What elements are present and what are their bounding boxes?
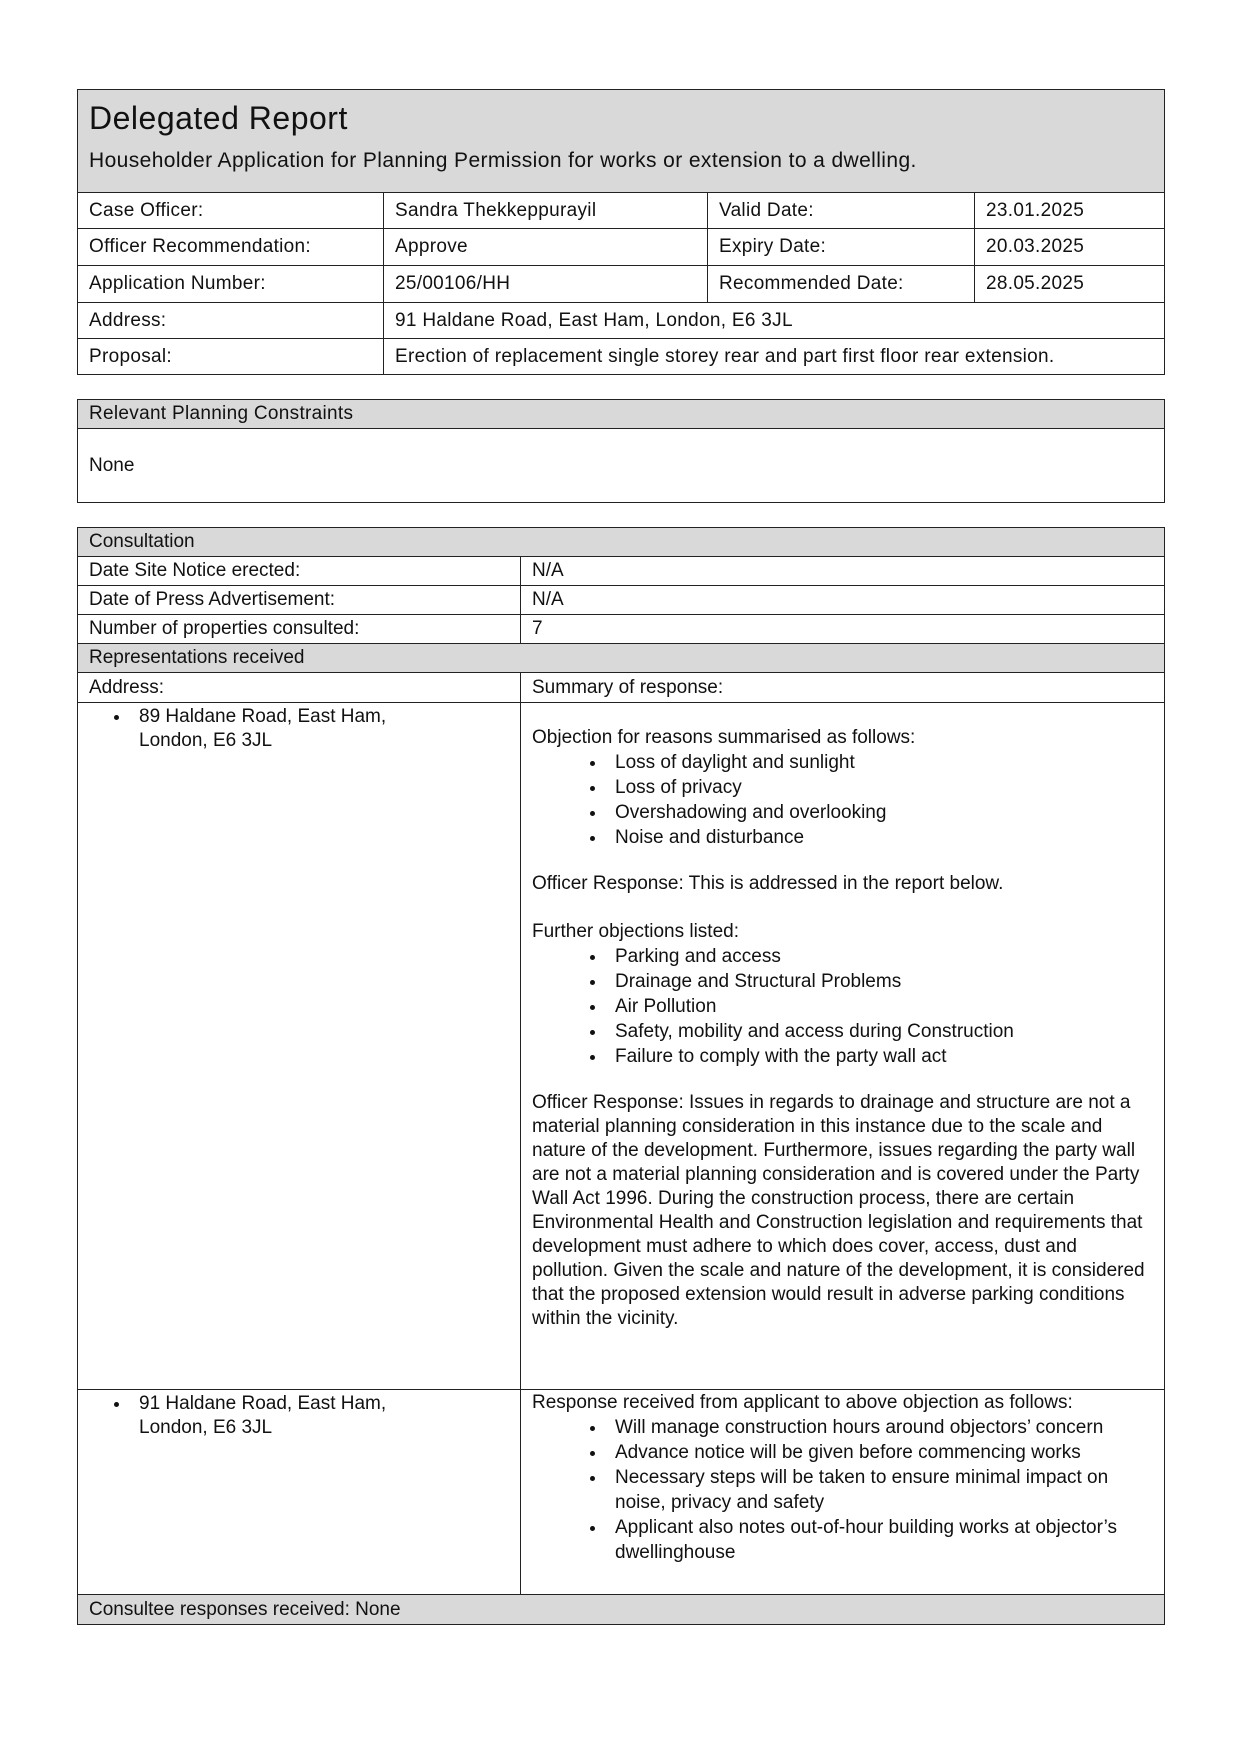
- list-item: • Safety, mobility and access during Construction: [607, 1019, 1153, 1044]
- list-item: • Parking and access: [607, 944, 1153, 969]
- label: Officer Recommendation:: [78, 229, 384, 266]
- proposal: Erection of replacement single storey rear and part first floor rear extension.: [384, 339, 1165, 375]
- consultation-heading: Consultation: [78, 528, 1165, 557]
- rep-intro: Response received from applicant to above objection as follows:: [532, 1392, 1073, 1413]
- label: Expiry Date:: [708, 229, 975, 266]
- case-officer: Sandra Thekkeppurayil: [384, 193, 708, 229]
- officer-response: Officer Response: This is addressed in the report below.: [532, 873, 1004, 894]
- label: Number of properties consulted:: [78, 615, 521, 644]
- label: Proposal:: [78, 339, 384, 375]
- address-column-header: Address:: [78, 673, 521, 703]
- list-item: • Loss of daylight and sunlight: [607, 750, 1153, 775]
- representations-heading: Representations received: [78, 644, 1165, 673]
- recommendation: Approve: [384, 229, 708, 266]
- label: Valid Date:: [708, 193, 975, 229]
- site-notice: N/A: [521, 557, 1165, 586]
- constraints-table: [77, 399, 1165, 503]
- constraints-value: None: [78, 429, 1165, 503]
- further-intro: Further objections listed:: [532, 921, 739, 942]
- page-subtitle: Householder Application for Planning Permission for works or extension to a dwelling.: [89, 149, 917, 172]
- rep-intro: Objection for reasons summarised as follows:: [532, 727, 916, 748]
- list-item: • Failure to comply with the party wall act: [607, 1044, 1153, 1069]
- label: Address:: [78, 303, 384, 339]
- rep-address: • 89 Haldane Road, East Ham, London, E6 3JL: [131, 705, 401, 753]
- list-item: • Necessary steps will be taken to ensure minimal impact on noise, privacy and safety: [607, 1465, 1153, 1515]
- label: Case Officer:: [78, 193, 384, 229]
- list-item: • Drainage and Structural Problems: [607, 969, 1153, 994]
- representation-row: [78, 703, 1165, 1390]
- rep-address: • 91 Haldane Road, East Ham, London, E6 3JL: [131, 1392, 401, 1440]
- representation-row: [78, 1390, 1165, 1595]
- list-item: • Will manage construction hours around objectors’ concern: [607, 1415, 1153, 1440]
- page-title: Delegated Report: [89, 100, 348, 136]
- constraints-heading: Relevant Planning Constraints: [78, 400, 1165, 429]
- list-item: • Advance notice will be given before commencing works: [607, 1440, 1153, 1465]
- label: Date of Press Advertisement:: [78, 586, 521, 615]
- label: Date Site Notice erected:: [78, 557, 521, 586]
- list-item: • Loss of privacy: [607, 775, 1153, 800]
- valid-date: 23.01.2025: [975, 193, 1165, 229]
- label: Application Number:: [78, 266, 384, 303]
- press-advert: N/A: [521, 586, 1165, 615]
- label: Recommended Date:: [708, 266, 975, 303]
- consultee-responses: Consultee responses received: None: [78, 1595, 1165, 1625]
- list-item: • Applicant also notes out-of-hour building works at objector’s dwellinghouse: [607, 1515, 1153, 1565]
- report-header-table: [77, 89, 1165, 375]
- list-item: • Overshadowing and overlooking: [607, 800, 1153, 825]
- consultation-table: [77, 527, 1165, 1625]
- list-item: • Noise and disturbance: [607, 825, 1153, 850]
- application-number: 25/00106/HH: [384, 266, 708, 303]
- summary-column-header: Summary of response:: [521, 673, 1165, 703]
- officer-response: Officer Response: Issues in regards to drainage and structure are not a material planning consideration in this instance due to the scale and nature of the development. Furthermore, issues regarding the party wall are not a material planning consideration and is covered under the Party Wall Act 1996. During the construction process, there are certain Environmental Health and Construction legislation and requirements that development must adhere to which does cover, access, dust and pollution. Given the scale and nature of the development, it is considered that the proposed extension would result in adverse parking conditions within the vicinity.: [532, 1092, 1145, 1329]
- expiry-date: 20.03.2025: [975, 229, 1165, 266]
- properties-consulted: 7: [521, 615, 1165, 644]
- recommended-date: 28.05.2025: [975, 266, 1165, 303]
- list-item: • Air Pollution: [607, 994, 1153, 1019]
- address: 91 Haldane Road, East Ham, London, E6 3JL: [384, 303, 1165, 339]
